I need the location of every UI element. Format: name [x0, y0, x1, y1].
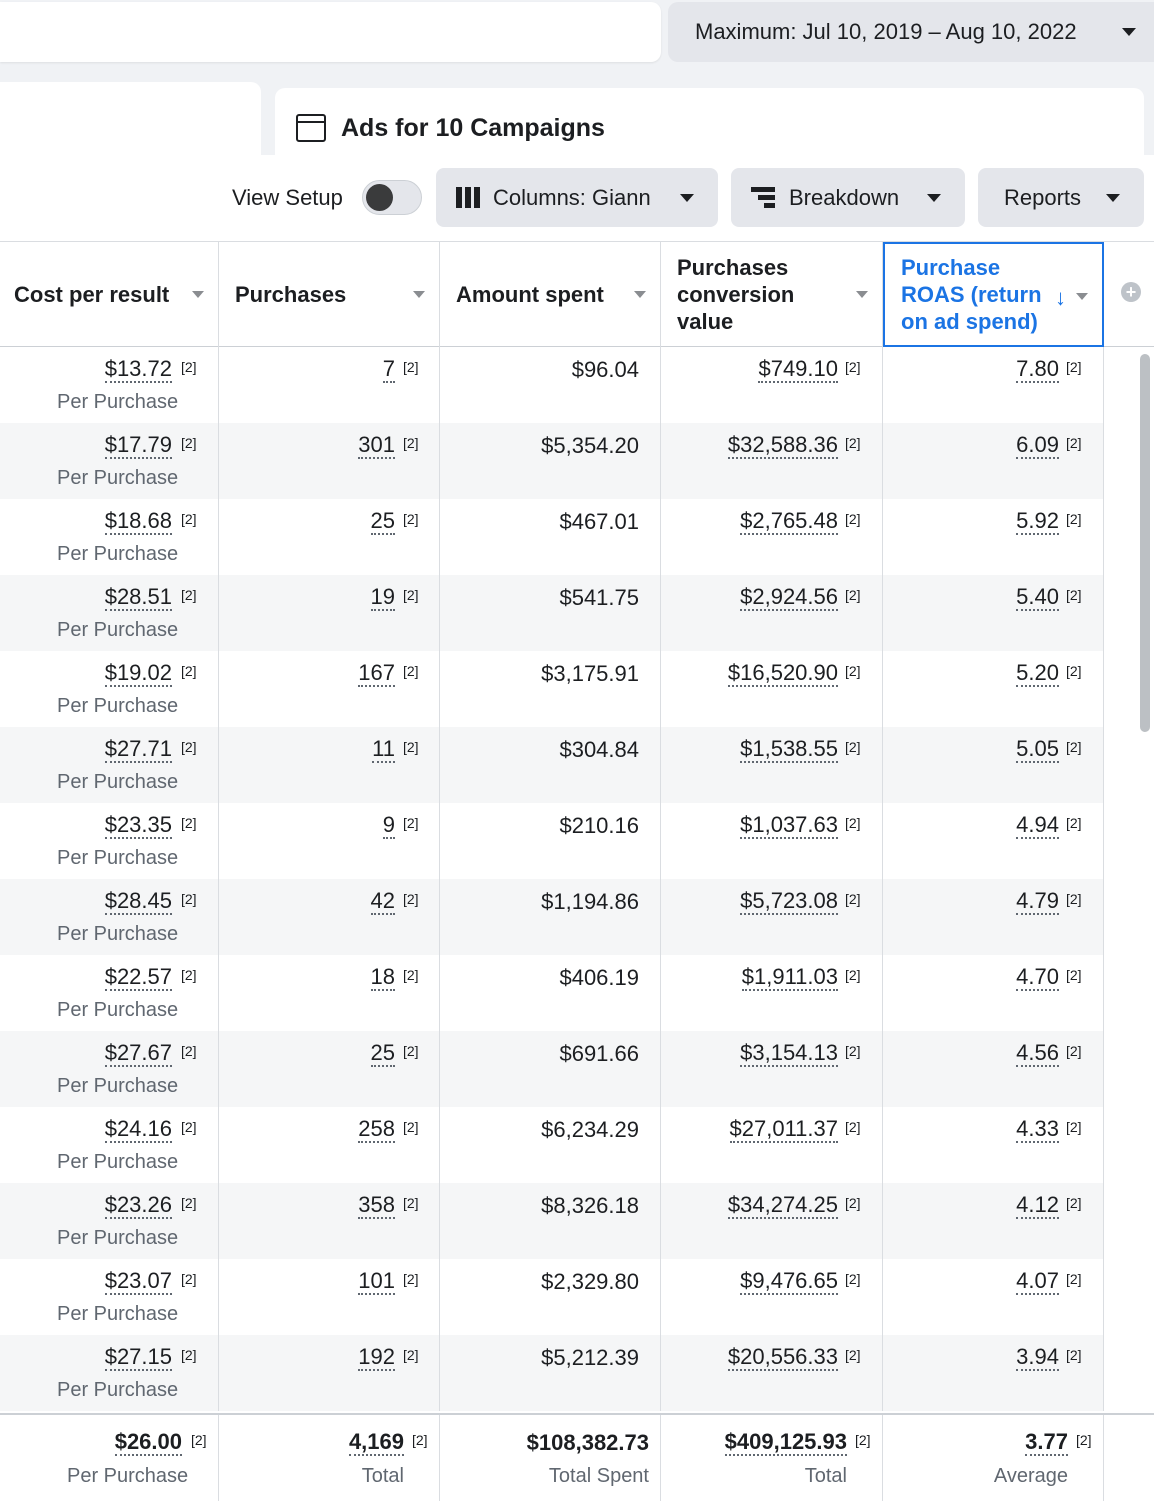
- footnote-marker: [2]: [403, 1195, 419, 1211]
- cell-amount-spent: [440, 879, 661, 955]
- cell-purchases-conversion-value: [661, 1107, 883, 1183]
- total-cost-per-result-value[interactable]: $26.00: [114, 1429, 182, 1454]
- cell-cost-per-result-value[interactable]: $18.68: [104, 508, 172, 533]
- footnote-marker: [2]: [191, 1432, 207, 1448]
- cell-purchase-roas: [883, 1031, 1104, 1107]
- breakdown-button[interactable]: [731, 168, 965, 227]
- cell-purchases: [219, 423, 440, 499]
- cell-purchases-conversion-value-value[interactable]: $32,588.36: [727, 432, 838, 457]
- total-purchase-roas-value[interactable]: 3.77: [1025, 1429, 1068, 1454]
- cell-purchase-roas: [883, 651, 1104, 727]
- table-row[interactable]: [0, 575, 1104, 651]
- footnote-marker: [2]: [181, 587, 197, 603]
- column-header-amount-spent[interactable]: Amount spent: [440, 242, 661, 347]
- footnote-marker: [2]: [181, 967, 197, 983]
- cell-purchases-conversion-value-value[interactable]: $34,274.25: [727, 1192, 838, 1217]
- footnote-marker: [2]: [1066, 1119, 1082, 1135]
- breakdown-label: Breakdown: [789, 184, 900, 210]
- footnote-marker: [2]: [1066, 511, 1082, 527]
- footnote-marker: [2]: [403, 1271, 419, 1287]
- cell-purchases: [219, 727, 440, 803]
- footnote-marker: [2]: [181, 1195, 197, 1211]
- table-row[interactable]: [0, 1107, 1104, 1183]
- footnote-marker: [2]: [181, 739, 197, 755]
- table-row[interactable]: [0, 423, 1104, 499]
- footnote-marker: [2]: [403, 1347, 419, 1363]
- cell-purchases: [219, 499, 440, 575]
- footnote-marker: [2]: [1066, 1271, 1082, 1287]
- footnote-marker: [2]: [403, 815, 419, 831]
- cell-purchase-roas: [883, 879, 1104, 955]
- cell-cost-per-result-value[interactable]: $23.07: [104, 1268, 172, 1293]
- footnote-marker: [2]: [845, 891, 861, 907]
- table-row[interactable]: [0, 1031, 1104, 1107]
- footnote-marker: [2]: [181, 1119, 197, 1135]
- footnote-marker: [2]: [845, 359, 861, 375]
- cell-purchases-conversion-value-value[interactable]: $1,538.55: [740, 736, 838, 761]
- total-purchases-label: Total: [361, 1465, 404, 1487]
- result-type-label: Per Purchase: [57, 695, 179, 717]
- cell-purchases-value[interactable]: 101: [358, 1268, 395, 1293]
- cell-amount-spent: [440, 1031, 661, 1107]
- cell-cost-per-result-value[interactable]: $27.71: [104, 736, 172, 761]
- cell-purchase-roas-value[interactable]: 4.79: [1016, 888, 1059, 913]
- cell-purchases: [219, 1183, 440, 1259]
- ad-window-icon: [296, 114, 326, 142]
- cell-purchase-roas-value[interactable]: 4.33: [1016, 1116, 1059, 1141]
- cell-amount-spent: [440, 955, 661, 1031]
- cell-purchase-roas-value[interactable]: 3.94: [1016, 1344, 1059, 1369]
- cell-purchases: [219, 575, 440, 651]
- cell-amount-spent-value: $6,234.29: [541, 1117, 639, 1142]
- cell-purchase-roas-value[interactable]: 4.07: [1016, 1268, 1059, 1293]
- table-header: [0, 241, 1154, 347]
- footnote-marker: [2]: [181, 815, 197, 831]
- cell-cost-per-result-value[interactable]: $27.67: [104, 1040, 172, 1065]
- date-range-picker[interactable]: [668, 2, 1154, 62]
- column-header-purchases-conversion-value[interactable]: Purchases conversion value: [661, 242, 883, 347]
- footnote-marker: [2]: [403, 359, 419, 375]
- cell-purchases-conversion-value: [661, 651, 883, 727]
- footnote-marker: [2]: [845, 815, 861, 831]
- columns-icon: [456, 187, 480, 208]
- cell-amount-spent-value: $2,329.80: [541, 1269, 639, 1294]
- cell-purchase-roas-value[interactable]: 4.56: [1016, 1040, 1059, 1065]
- footnote-marker: [2]: [845, 587, 861, 603]
- cell-purchases-value[interactable]: 192: [358, 1344, 395, 1369]
- cell-amount-spent: [440, 575, 661, 651]
- view-setup-toggle[interactable]: [362, 180, 422, 215]
- footnote-marker: [2]: [845, 1043, 861, 1059]
- cell-cost-per-result: [0, 651, 219, 727]
- cell-purchase-roas: [883, 499, 1104, 575]
- cell-purchases: [219, 1335, 440, 1411]
- table-row[interactable]: [0, 347, 1104, 423]
- cell-amount-spent: [440, 499, 661, 575]
- total-cost-per-result: [0, 1415, 219, 1501]
- ads-table-panel: [0, 155, 1154, 1501]
- cell-purchase-roas-value[interactable]: 5.92: [1016, 508, 1059, 533]
- table-row[interactable]: [0, 651, 1104, 727]
- columns-label: Columns: Giann: [493, 184, 651, 210]
- cell-cost-per-result: [0, 803, 219, 879]
- cell-purchases: [219, 347, 440, 423]
- result-type-label: Per Purchase: [57, 1379, 179, 1401]
- footnote-marker: [2]: [845, 1347, 861, 1363]
- footnote-marker: [2]: [403, 663, 419, 679]
- result-type-label: Per Purchase: [57, 1227, 179, 1249]
- footnote-marker: [2]: [403, 1043, 419, 1059]
- cell-purchases-value[interactable]: 19: [370, 584, 395, 609]
- table-row[interactable]: [0, 879, 1104, 955]
- cell-cost-per-result: [0, 499, 219, 575]
- table-row[interactable]: [0, 499, 1104, 575]
- cell-purchases-value[interactable]: 258: [358, 1116, 395, 1141]
- breakdown-icon: [751, 187, 775, 209]
- result-type-label: Per Purchase: [57, 619, 179, 641]
- cell-cost-per-result: [0, 1183, 219, 1259]
- footnote-marker: [2]: [181, 435, 197, 451]
- total-purchase-roas: [883, 1415, 1104, 1501]
- cell-cost-per-result-value[interactable]: $23.35: [104, 812, 172, 837]
- cell-amount-spent-value: $691.66: [559, 1041, 639, 1066]
- cell-purchases: [219, 1107, 440, 1183]
- cell-purchase-roas: [883, 1107, 1104, 1183]
- cell-purchases-conversion-value-value[interactable]: $749.10: [758, 356, 838, 381]
- footnote-marker: [2]: [181, 663, 197, 679]
- cell-cost-per-result: [0, 575, 219, 651]
- cell-cost-per-result-value[interactable]: $27.15: [104, 1344, 172, 1369]
- cell-cost-per-result: [0, 727, 219, 803]
- cell-amount-spent-value: $467.01: [559, 509, 639, 534]
- cell-purchase-roas: [883, 347, 1104, 423]
- footnote-marker: [2]: [403, 435, 419, 451]
- cell-purchase-roas-value[interactable]: 7.80: [1016, 356, 1059, 381]
- cell-cost-per-result: [0, 1107, 219, 1183]
- cell-amount-spent-value: $3,175.91: [541, 661, 639, 686]
- cell-cost-per-result: [0, 423, 219, 499]
- cell-cost-per-result: [0, 1031, 219, 1107]
- footnote-marker: [2]: [845, 1119, 861, 1135]
- column-header-purchase-roas[interactable]: Purchase ROAS (return on ad spend) ↓: [883, 242, 1104, 347]
- result-type-label: Per Purchase: [57, 847, 179, 869]
- footnote-marker: [2]: [1066, 587, 1082, 603]
- cell-purchase-roas: [883, 1335, 1104, 1411]
- total-purchases-conversion-value: [661, 1415, 883, 1501]
- footnote-marker: [2]: [845, 1195, 861, 1211]
- footnote-marker: [2]: [855, 1432, 871, 1448]
- footnote-marker: [2]: [403, 967, 419, 983]
- cell-amount-spent: [440, 1335, 661, 1411]
- footnote-marker: [2]: [412, 1432, 428, 1448]
- cell-amount-spent: [440, 347, 661, 423]
- columns-button[interactable]: [436, 168, 718, 227]
- cell-purchases-conversion-value: [661, 955, 883, 1031]
- cell-purchases-value[interactable]: 301: [358, 432, 395, 457]
- footnote-marker: [2]: [1066, 359, 1082, 375]
- result-type-label: Per Purchase: [57, 1303, 179, 1325]
- chevron-down-icon: [1122, 28, 1136, 36]
- cell-purchase-roas-value[interactable]: 5.40: [1016, 584, 1059, 609]
- reports-label: Reports: [1004, 184, 1082, 210]
- cell-cost-per-result: [0, 1335, 219, 1411]
- cell-amount-spent-value: $5,354.20: [541, 433, 639, 458]
- cell-cost-per-result-value[interactable]: $23.26: [104, 1192, 172, 1217]
- cell-purchases-conversion-value-value[interactable]: $20,556.33: [727, 1344, 838, 1369]
- cell-purchases-conversion-value: [661, 1335, 883, 1411]
- cell-purchases-value[interactable]: 42: [370, 888, 395, 913]
- date-range-label: Maximum: Jul 10, 2019 – Aug 10, 2022: [695, 19, 1077, 44]
- cell-purchases-value[interactable]: 11: [372, 736, 395, 761]
- table-row[interactable]: [0, 1335, 1104, 1411]
- footnote-marker: [2]: [403, 739, 419, 755]
- reports-button[interactable]: [978, 168, 1144, 227]
- result-type-label: Per Purchase: [57, 999, 179, 1021]
- cell-purchases-conversion-value-value[interactable]: $16,520.90: [727, 660, 838, 685]
- cell-purchases-value[interactable]: 358: [358, 1192, 395, 1217]
- footnote-marker: [2]: [845, 511, 861, 527]
- cell-purchases-value[interactable]: 25: [370, 508, 395, 533]
- cell-cost-per-result-value[interactable]: $17.79: [104, 432, 172, 457]
- result-type-label: Per Purchase: [57, 391, 179, 413]
- footnote-marker: [2]: [845, 435, 861, 451]
- cell-purchases-conversion-value-value[interactable]: $2,924.56: [740, 584, 838, 609]
- cell-purchases-conversion-value: [661, 879, 883, 955]
- footnote-marker: [2]: [1076, 1432, 1092, 1448]
- footnote-marker: [2]: [181, 359, 197, 375]
- table-row[interactable]: [0, 1259, 1104, 1335]
- result-type-label: Per Purchase: [57, 1075, 179, 1097]
- result-type-label: Per Purchase: [57, 923, 179, 945]
- cell-amount-spent-value: $210.16: [559, 813, 639, 838]
- total-purchases-conversion-value-label: Total: [804, 1465, 847, 1487]
- view-setup-label: View Setup: [232, 185, 343, 210]
- cell-cost-per-result-value[interactable]: $28.51: [104, 584, 172, 609]
- cell-purchases: [219, 1031, 440, 1107]
- cell-purchases-conversion-value-value[interactable]: $27,011.37: [729, 1116, 838, 1141]
- cell-purchase-roas: [883, 955, 1104, 1031]
- cell-purchase-roas: [883, 575, 1104, 651]
- sort-caret-icon[interactable]: [1076, 293, 1088, 300]
- cell-purchase-roas-value[interactable]: 5.05: [1016, 736, 1059, 761]
- cell-purchase-roas: [883, 1259, 1104, 1335]
- cell-purchases-conversion-value: [661, 575, 883, 651]
- total-purchases-value[interactable]: 4,169: [348, 1429, 404, 1454]
- result-type-label: Per Purchase: [57, 467, 179, 489]
- footnote-marker: [2]: [845, 663, 861, 679]
- cell-cost-per-result: [0, 879, 219, 955]
- footnote-marker: [2]: [845, 967, 861, 983]
- cell-cost-per-result-value[interactable]: $13.72: [104, 356, 172, 381]
- cell-amount-spent: [440, 1107, 661, 1183]
- cell-cost-per-result: [0, 347, 219, 423]
- cell-purchases: [219, 803, 440, 879]
- cell-amount-spent: [440, 803, 661, 879]
- cell-amount-spent: [440, 1183, 661, 1259]
- sort-caret-icon[interactable]: [634, 291, 646, 298]
- cell-cost-per-result: [0, 1259, 219, 1335]
- table-footer-totals: [0, 1413, 1154, 1501]
- cell-amount-spent: [440, 651, 661, 727]
- table-row[interactable]: [0, 803, 1104, 879]
- total-amount-spent: [440, 1415, 661, 1501]
- cell-purchases-value[interactable]: 167: [358, 660, 395, 685]
- cell-purchases-conversion-value: [661, 1031, 883, 1107]
- total-amount-spent-value: $108,382.73: [526, 1430, 649, 1455]
- sort-descending-arrow-icon: ↓: [1055, 285, 1066, 310]
- cell-purchases-conversion-value-value[interactable]: $3,154.13: [740, 1040, 838, 1065]
- sort-caret-icon[interactable]: [413, 291, 425, 298]
- cell-purchase-roas: [883, 1183, 1104, 1259]
- cell-amount-spent-value: $406.19: [559, 965, 639, 990]
- footnote-marker: [2]: [1066, 815, 1082, 831]
- footnote-marker: [2]: [403, 1119, 419, 1135]
- cell-purchases-conversion-value: [661, 347, 883, 423]
- total-amount-spent-label: Total Spent: [548, 1465, 649, 1487]
- total-cost-per-result-label: Per Purchase: [67, 1465, 189, 1487]
- cell-purchases: [219, 879, 440, 955]
- footnote-marker: [2]: [1066, 663, 1082, 679]
- cell-purchases-conversion-value: [661, 1259, 883, 1335]
- footnote-marker: [2]: [403, 891, 419, 907]
- toggle-knob: [366, 184, 393, 211]
- footnote-marker: [2]: [1066, 967, 1082, 983]
- cell-amount-spent-value: $96.04: [571, 357, 639, 382]
- sort-caret-icon[interactable]: [192, 291, 204, 298]
- chevron-down-icon: [680, 194, 694, 202]
- search-bar[interactable]: [0, 2, 661, 62]
- cell-amount-spent: [440, 1259, 661, 1335]
- cell-purchases-conversion-value: [661, 803, 883, 879]
- result-type-label: Per Purchase: [57, 543, 179, 565]
- cell-purchases: [219, 651, 440, 727]
- result-type-label: Per Purchase: [57, 771, 179, 793]
- cell-purchase-roas-value[interactable]: 6.09: [1016, 432, 1059, 457]
- cell-purchase-roas: [883, 803, 1104, 879]
- cell-purchases-value[interactable]: 7: [382, 356, 395, 381]
- add-column-icon[interactable]: +: [1121, 282, 1141, 302]
- cell-cost-per-result: [0, 955, 219, 1031]
- cell-purchases-value[interactable]: 18: [370, 964, 395, 989]
- chevron-down-icon: [927, 194, 941, 202]
- cell-cost-per-result-value[interactable]: $24.16: [104, 1116, 172, 1141]
- footnote-marker: [2]: [1066, 1195, 1082, 1211]
- cell-purchase-roas-value[interactable]: 4.70: [1016, 964, 1059, 989]
- cell-amount-spent: [440, 423, 661, 499]
- footnote-marker: [2]: [1066, 1043, 1082, 1059]
- cell-amount-spent-value: $5,212.39: [541, 1345, 639, 1370]
- cell-purchases: [219, 1259, 440, 1335]
- cell-amount-spent-value: $304.84: [559, 737, 639, 762]
- cell-cost-per-result-value[interactable]: $22.57: [104, 964, 172, 989]
- cell-purchases-conversion-value-value[interactable]: $1,037.63: [740, 812, 838, 837]
- cell-purchases-conversion-value: [661, 423, 883, 499]
- cell-purchases-value[interactable]: 25: [370, 1040, 395, 1065]
- footnote-marker: [2]: [1066, 891, 1082, 907]
- result-type-label: Per Purchase: [57, 1151, 179, 1173]
- cell-amount-spent-value: $1,194.86: [541, 889, 639, 914]
- table-toolbar: [0, 155, 1154, 241]
- cell-purchases-conversion-value-value[interactable]: $9,476.65: [740, 1268, 838, 1293]
- footnote-marker: [2]: [403, 587, 419, 603]
- footnote-marker: [2]: [1066, 435, 1082, 451]
- table-row[interactable]: [0, 1183, 1104, 1259]
- cell-purchases-conversion-value: [661, 727, 883, 803]
- footnote-marker: [2]: [181, 511, 197, 527]
- cell-purchases-conversion-value: [661, 499, 883, 575]
- tab-ads-title: Ads for 10 Campaigns: [341, 113, 605, 142]
- vertical-scrollbar[interactable]: [1140, 354, 1150, 732]
- table-row[interactable]: [0, 727, 1104, 803]
- column-header-purchases[interactable]: Purchases: [219, 242, 440, 347]
- total-purchases: [219, 1415, 440, 1501]
- footnote-marker: [2]: [1066, 739, 1082, 755]
- footnote-marker: [2]: [403, 511, 419, 527]
- cell-cost-per-result-value[interactable]: $19.02: [104, 660, 172, 685]
- cell-purchase-roas: [883, 423, 1104, 499]
- cell-purchase-roas-value[interactable]: 4.12: [1016, 1192, 1059, 1217]
- footnote-marker: [2]: [845, 1271, 861, 1287]
- footnote-marker: [2]: [181, 891, 197, 907]
- cell-purchases-conversion-value-value[interactable]: $5,723.08: [740, 888, 838, 913]
- cell-purchase-roas-value[interactable]: 5.20: [1016, 660, 1059, 685]
- cell-purchase-roas-value[interactable]: 4.94: [1016, 812, 1059, 837]
- footnote-marker: [2]: [181, 1271, 197, 1287]
- column-header-cost-per-result[interactable]: Cost per result: [0, 242, 219, 347]
- total-purchase-roas-label: Average: [993, 1465, 1068, 1487]
- footnote-marker: [2]: [181, 1043, 197, 1059]
- table-row[interactable]: [0, 955, 1104, 1031]
- footnote-marker: [2]: [181, 1347, 197, 1363]
- chevron-down-icon: [1106, 194, 1120, 202]
- cell-amount-spent: [440, 727, 661, 803]
- cell-purchases-conversion-value: [661, 1183, 883, 1259]
- footnote-marker: [2]: [845, 739, 861, 755]
- cell-purchases-conversion-value-value[interactable]: $2,765.48: [740, 508, 838, 533]
- cell-cost-per-result-value[interactable]: $28.45: [104, 888, 172, 913]
- sort-caret-icon[interactable]: [856, 291, 868, 298]
- cell-amount-spent-value: $8,326.18: [541, 1193, 639, 1218]
- cell-purchases: [219, 955, 440, 1031]
- cell-amount-spent-value: $541.75: [559, 585, 639, 610]
- cell-purchase-roas: [883, 727, 1104, 803]
- cell-purchases-conversion-value-value[interactable]: $1,911.03: [741, 964, 838, 989]
- cell-purchases-value[interactable]: 9: [382, 812, 395, 837]
- footnote-marker: [2]: [1066, 1347, 1082, 1363]
- total-purchases-conversion-value-value[interactable]: $409,125.93: [724, 1429, 847, 1454]
